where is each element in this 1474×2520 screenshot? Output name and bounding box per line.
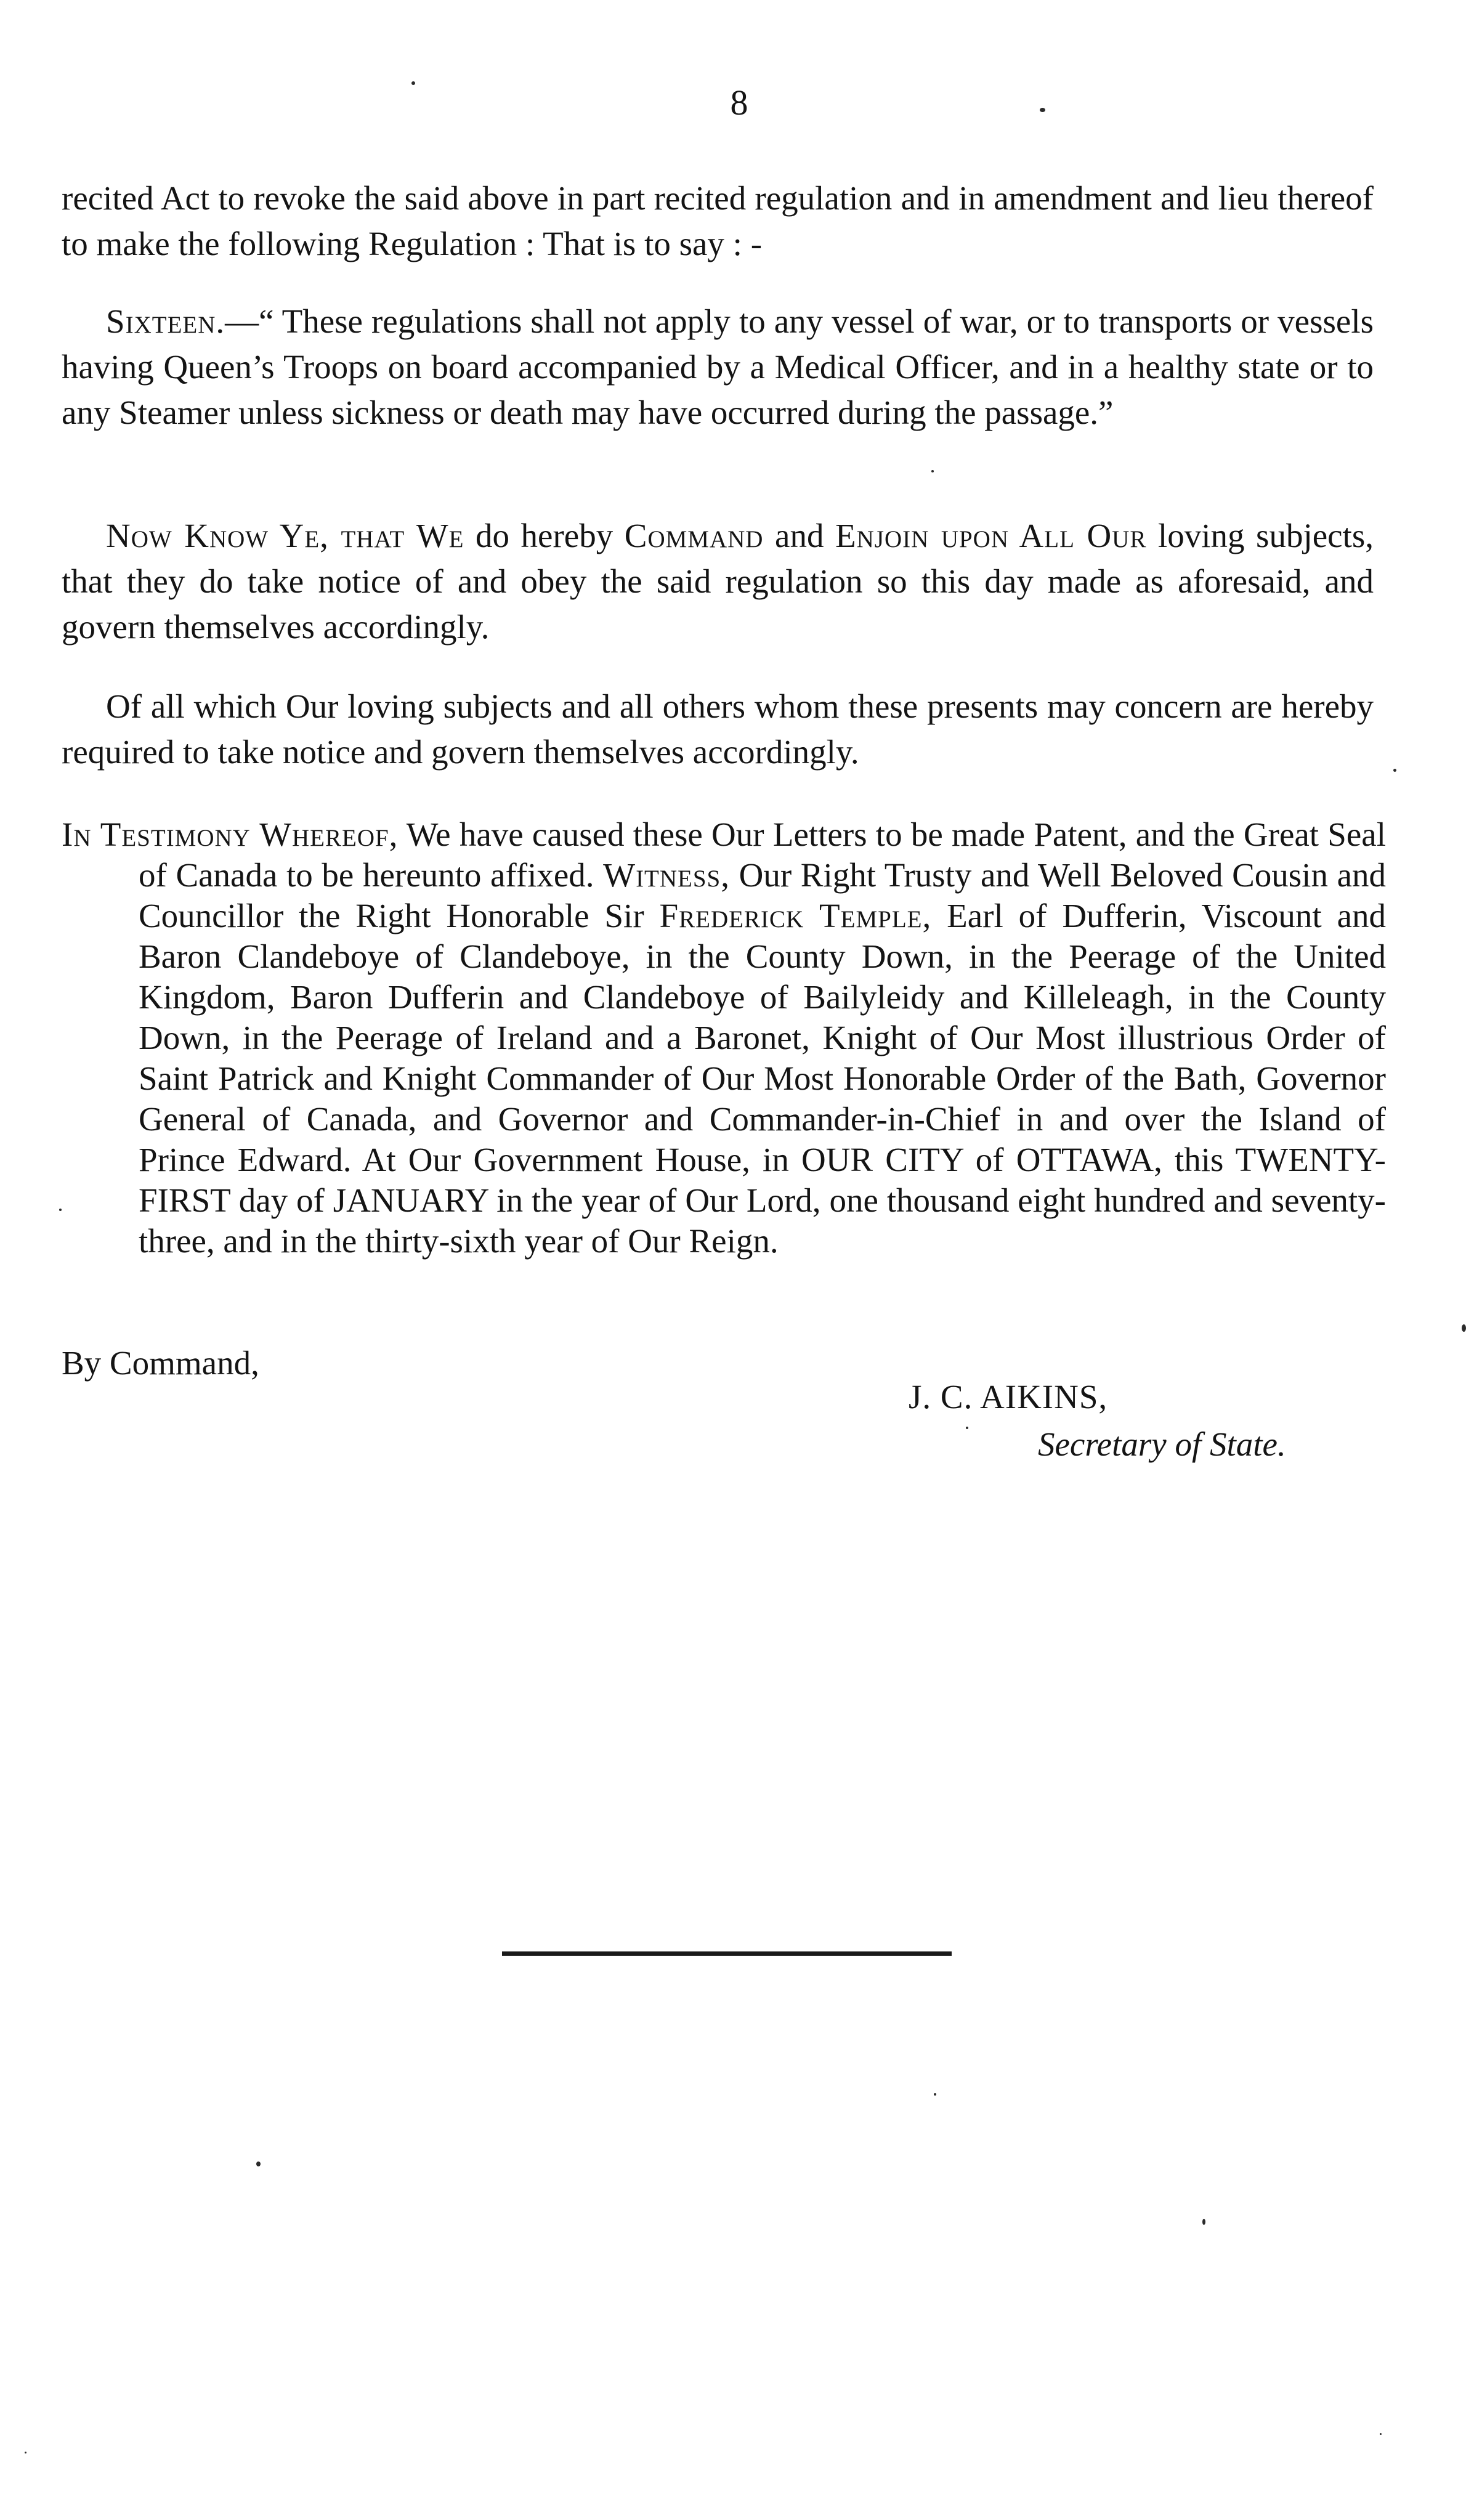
now-know-ye-text-1: do hereby (464, 517, 625, 554)
command-word: Command (624, 517, 764, 554)
now-know-ye-lead: Now Know Ye, that We (106, 517, 464, 554)
scan-speck (25, 2452, 26, 2453)
paragraph-sixteen-text: —“ These regulations shall not apply to any vessel of war, or to transports or vessels having Queen’s Troops on board accompanied by a Medical Officer, and in a healthy state or to any Steamer unless sickness or death may have occurred during the passage.” (62, 302, 1374, 431)
paragraph-now-know-ye (62, 513, 1374, 650)
scan-speck (1462, 1324, 1466, 1332)
scan-speck (59, 1209, 62, 1211)
scan-speck (1380, 2433, 1382, 2435)
page-number: 8 (730, 83, 748, 123)
scan-speck (256, 2161, 261, 2166)
now-know-ye-text-3: loving subjects, that they do take notice of and obey the said regulation so this day made as aforesaid, and govern themselves accordingly. (62, 517, 1374, 646)
testimony-clause (62, 814, 1386, 1262)
now-know-ye-text-2: and (763, 517, 836, 554)
signatory-title: Secretary of State. (1038, 1425, 1286, 1463)
closing-rule (502, 1951, 952, 1956)
scan-speck (931, 470, 934, 472)
scan-speck (1040, 108, 1045, 112)
scan-speck (411, 81, 415, 85)
paragraph-sixteen (62, 299, 1374, 436)
witness-word: Witness, (603, 856, 730, 894)
paragraph-sixteen-lead: Sixteen. (106, 302, 225, 340)
by-command: By Command, (62, 1344, 259, 1382)
testimony-text-3: Earl of Dufferin, Viscount and Baron Clandeboye of Clandeboye, in the County Down, in the Peerage of the United Kingdom, Baron Dufferin and Clandeboye of Bailyleidy and Killeleagh, in the County Down, in the Peerage of Ireland and a Baronet, Knight of Our Most illustrious Order of Saint Patrick and Knight Commander of Our Most Honorable Order of the Bath, Governor General of Canada, and Governor and Commander-in-Chief in and over the Island of Prince Edward. At Our Government House, in OUR CITY of OTTAWA, this TWENTY-FIRST day of JANUARY in the year of Our Lord, one thousand eight hundred and seventy-three, and in the thirty-sixth year of Our Reign. (139, 897, 1387, 1260)
scan-speck (1393, 769, 1396, 772)
scan-speck (966, 1427, 968, 1429)
scan-speck (1202, 2219, 1205, 2225)
testimony-text-2: Our Right Trusty and Well Beloved Cousin and Councillor the Right Honorable Sir (139, 856, 1386, 934)
enjoin-phrase: Enjoin upon All Our (835, 517, 1147, 554)
scan-speck (934, 2093, 936, 2096)
paragraph-recited-act: recited Act to revoke the said above in part recited regulation and in amendment and lieu thereof to make the following Regulation : That is to say : - (62, 179, 1374, 262)
governor-name: Frederick Temple, (659, 897, 932, 934)
signatory-name: J. C. AIKINS, (909, 1378, 1108, 1416)
testimony-text-1: We have caused these Our Letters to be made Patent, and the Great Seal of Canada to be hereunto affixed. (139, 816, 1386, 894)
paragraph-of-all-which: Of all which Our loving subjects and all others whom these presents may concern are hereby required to take notice and govern themselves accordingly. (62, 687, 1374, 771)
testimony-lead: In Testimony Whereof, (62, 816, 399, 853)
